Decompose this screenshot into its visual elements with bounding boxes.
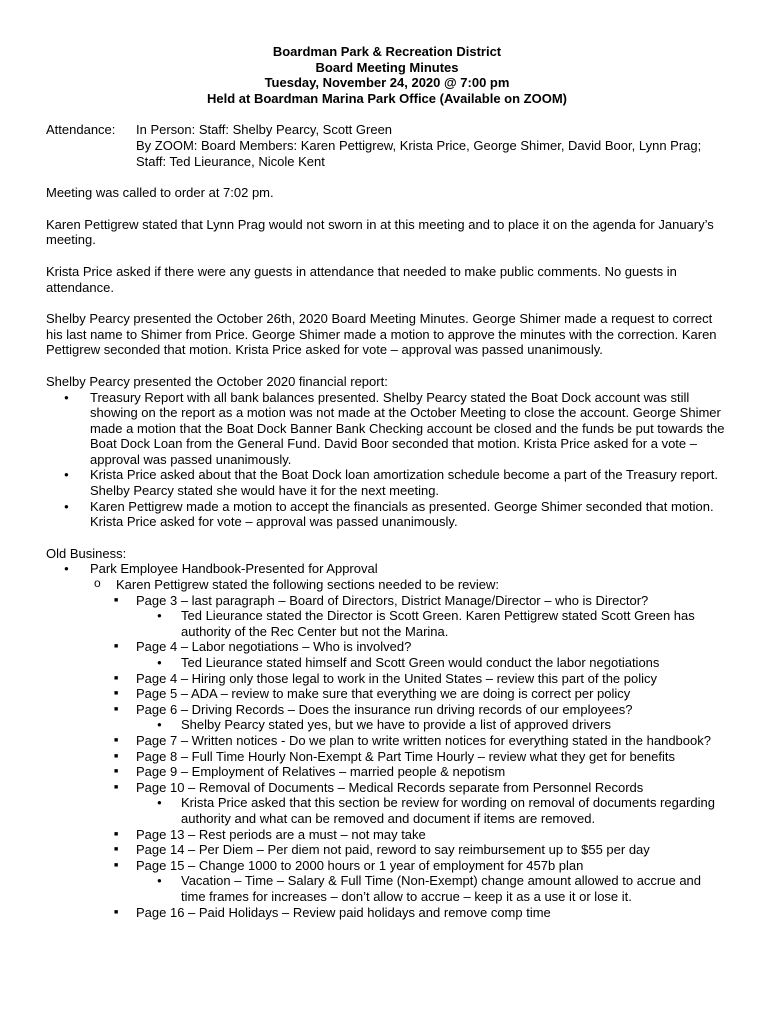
attendance-zoom-staff: Staff: Ted Lieurance, Nicole Kent: [136, 153, 325, 169]
district-name: Boardman Park & Recreation District: [272, 44, 502, 59]
attendance-zoom: By ZOOM: Board Members: Karen Pettigrew, Krista Price, George Shimer, David Boor, Lynn Prag;: [136, 137, 702, 153]
financial-list: [46, 390, 728, 530]
financial-item: ● Krista Price asked about that the Boat Dock loan amortization schedule become a part of the Treasury report. Shelby Pearcy stated she would have it for the next meeting.: [90, 467, 728, 498]
page-note: ● Ted Lieurance stated himself and Scott Green would conduct the labor negotiations: [181, 655, 728, 671]
meeting-location: Held at Boardman Marina Park Office (Available on ZOOM): [207, 90, 567, 106]
financial-intro: Shelby Pearcy presented the October 2020 financial report:: [46, 373, 388, 389]
handbook-page-text: Page 9 – Employment of Relatives – married people & nepotism: [136, 764, 506, 780]
handbook-page-item: [136, 639, 728, 670]
handbook-page-text: Page 8 – Full Time Hourly Non-Exempt & Part Time Hourly – review what they get for benefits: [136, 748, 676, 764]
minutes-page: [46, 44, 728, 920]
financial-item: ● Karen Pettigrew made a motion to accept the financials as presented. George Shimer seconded that motion. Krista Price asked for vote – approval was passed unanimously.: [90, 499, 728, 530]
attendance-body: [136, 122, 728, 169]
guests-paragraph: Krista Price asked if there were any guests in attendance that needed to make public comments. No guests in attendance.: [46, 263, 677, 295]
document-header: [46, 44, 728, 106]
minutes-paragraph: Shelby Pearcy presented the October 26th, 2020 Board Meeting Minutes. George Shimer made a request to correct his last name to Shimer from Price. George Shimer made a motion to approve the minutes with the correction. Karen Pettigrew seconded that motion. Krista Price asked for vote – approval was passed unanimously.: [46, 311, 717, 358]
handbook-page-item: [136, 905, 728, 921]
handbook-page-text: Page 15 – Change 1000 to 2000 hours or 1 year of employment for 457b plan: [136, 857, 584, 873]
page-notes: [136, 795, 728, 826]
handbook-page-item: [136, 671, 728, 687]
attendance-section: [46, 122, 728, 169]
page-notes: [136, 873, 728, 904]
handbook-page-text: Page 4 – Labor negotiations – Who is involved?: [136, 639, 412, 655]
handbook-page-text: Page 10 – Removal of Documents – Medical Records separate from Personnel Records: [136, 779, 644, 795]
document-title: Board Meeting Minutes: [315, 59, 459, 75]
handbook-page-item: [136, 749, 728, 765]
handbook-page-item: [136, 702, 728, 733]
old-business-heading: Old Business:: [46, 545, 127, 561]
sworn-paragraph: Karen Pettigrew stated that Lynn Prag would not sworn in at this meeting and to place it on the agenda for January’s meeting.: [46, 216, 714, 248]
page-note: ● Shelby Pearcy stated yes, but we have to provide a list of approved drivers: [181, 717, 728, 733]
handbook-page-text: Page 3 – last paragraph – Board of Directors, District Manage/Director – who is Director?: [136, 592, 649, 608]
page-notes: [136, 717, 728, 733]
call-to-order: Meeting was called to order at 7:02 pm.: [46, 185, 274, 201]
handbook-page-text: Page 6 – Driving Records – Does the insurance run driving records of our employees?: [136, 701, 633, 717]
handbook-page-item: [136, 827, 728, 843]
list-item: [116, 577, 728, 920]
pages-list: [116, 593, 728, 920]
attendance-label: Attendance:: [46, 122, 116, 138]
handbook-page-text: Page 5 – ADA – review to make sure that everything we are doing is correct per policy: [136, 686, 631, 702]
handbook-page-item: [136, 733, 728, 749]
attendance-in-person: In Person: Staff: Shelby Pearcy, Scott Green: [136, 122, 393, 138]
handbook-page-item: [136, 686, 728, 702]
handbook-page-item: [136, 593, 728, 640]
handbook-page-text: Page 13 – Rest periods are a must – not may take: [136, 826, 426, 842]
handbook-page-text: Page 14 – Per Diem – Per diem not paid, reword to say reimbursement up to $55 per day: [136, 842, 650, 858]
page-notes: [136, 655, 728, 671]
handbook-page-text: Page 7 – Written notices - Do we plan to write written notices for everything stated in the handbook?: [136, 732, 711, 748]
handbook-page-text: Page 4 – Hiring only those legal to work in the United States – review this part of the policy: [136, 670, 658, 686]
page-note: ● Vacation – Time – Salary & Full Time (Non-Exempt) change amount allowed to accrue and time frames for increases – don’t allow to accrue – keep it as a use it or lose it.: [181, 873, 728, 904]
handbook-sublist: [90, 577, 728, 920]
handbook-item: Park Employee Handbook-Presented for Approval: [90, 561, 378, 577]
handbook-page-text: Page 16 – Paid Holidays – Review paid holidays and remove comp time: [136, 904, 551, 920]
handbook-page-item: [136, 780, 728, 827]
page-notes: [136, 608, 728, 639]
financial-item: ● Treasury Report with all bank balances presented. Shelby Pearcy stated the Boat Dock account was still showing on the report as a motion was not made at the October Meeting to close the account. George Shimer made a motion that the Boat Dock Banner Bank Checking account be closed and the funds be put towards the Boat Dock Loan from the General Fund. David Boor seconded that motion. Krista Price asked for a vote – approval was passed unanimously.: [90, 390, 728, 468]
list-item: [90, 561, 728, 920]
old-business-list: [46, 561, 728, 920]
page-note: ● Ted Lieurance stated the Director is Scott Green. Karen Pettigrew stated Scott Green has authority of the Rec Center but not the Marina.: [181, 608, 728, 639]
handbook-page-item: [136, 842, 728, 858]
page-note: ● Krista Price asked that this section be review for wording on removal of documents regarding authority and what can be removed and document if items are removed.: [181, 795, 728, 826]
review-intro: Karen Pettigrew stated the following sections needed to be review:: [116, 577, 500, 593]
meeting-date: Tuesday, November 24, 2020 @ 7:00 pm: [264, 75, 510, 91]
handbook-page-item: [136, 764, 728, 780]
handbook-page-item: [136, 858, 728, 905]
